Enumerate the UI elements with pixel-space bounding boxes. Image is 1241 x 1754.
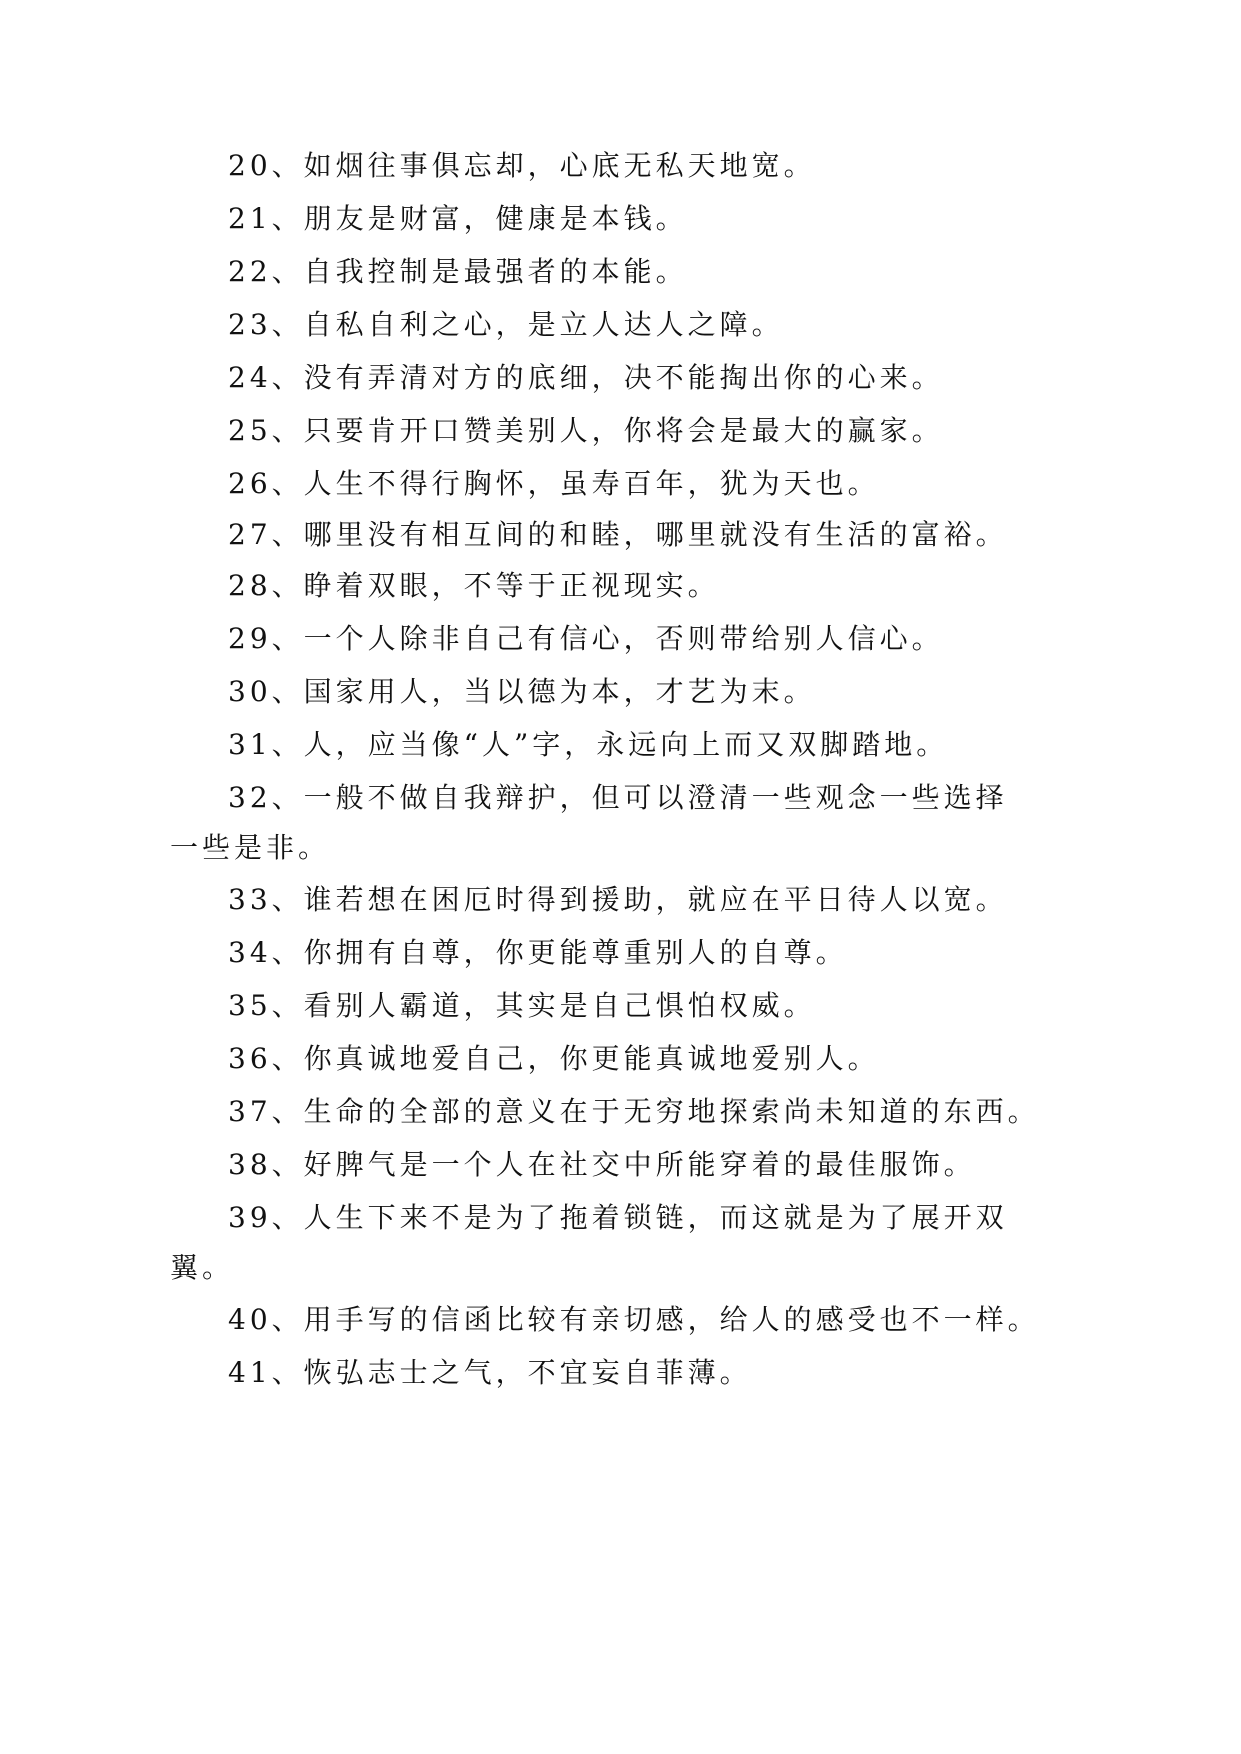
quote-37: 37、生命的全部的意义在于无穷地探索尚未知道的东西。 — [228, 1095, 1040, 1128]
quote-29: 29、一个人除非自己有信心，否则带给别人信心。 — [228, 622, 944, 655]
quote-39-continuation: 翼。 — [170, 1251, 235, 1284]
quote-34: 34、你拥有自尊，你更能尊重别人的自尊。 — [228, 936, 848, 969]
quote-23: 23、自私自利之心，是立人达人之障。 — [228, 308, 784, 341]
quote-28: 28、睁着双眼，不等于正视现实。 — [228, 569, 720, 602]
quote-30: 30、国家用人，当以德为本，才艺为末。 — [228, 675, 816, 708]
quote-22: 22、自我控制是最强者的本能。 — [228, 255, 688, 288]
quote-20: 20、如烟往事俱忘却，心底无私天地宽。 — [228, 149, 816, 182]
quote-32-continuation: 一些是非。 — [170, 831, 331, 864]
quote-35: 35、看别人霸道，其实是自己惧怕权威。 — [228, 989, 816, 1022]
quote-24: 24、没有弄清对方的底细，决不能掏出你的心来。 — [228, 361, 944, 394]
quote-27: 27、哪里没有相互间的和睦，哪里就没有生活的富裕。 — [228, 518, 1008, 551]
quote-39: 39、人生下来不是为了拖着锁链，而这就是为了展开双 — [228, 1201, 1008, 1234]
quote-25: 25、只要肯开口赞美别人，你将会是最大的赢家。 — [228, 414, 944, 447]
quote-21: 21、朋友是财富，健康是本钱。 — [228, 202, 688, 235]
quote-36: 36、你真诚地爱自己，你更能真诚地爱别人。 — [228, 1042, 880, 1075]
quote-32: 32、一般不做自我辩护，但可以澄清一些观念一些选择 — [228, 781, 1008, 814]
quote-38: 38、好脾气是一个人在社交中所能穿着的最佳服饰。 — [228, 1148, 976, 1181]
quote-31: 31、人，应当像“人”字，永远向上而又双脚踏地。 — [228, 728, 949, 761]
quote-40: 40、用手写的信函比较有亲切感，给人的感受也不一样。 — [228, 1303, 1040, 1336]
quote-26: 26、人生不得行胸怀，虽寿百年，犹为天也。 — [228, 467, 880, 500]
quote-41: 41、恢弘志士之气，不宜妄自菲薄。 — [228, 1356, 752, 1389]
quote-33: 33、谁若想在困厄时得到援助，就应在平日待人以宽。 — [228, 883, 1008, 916]
